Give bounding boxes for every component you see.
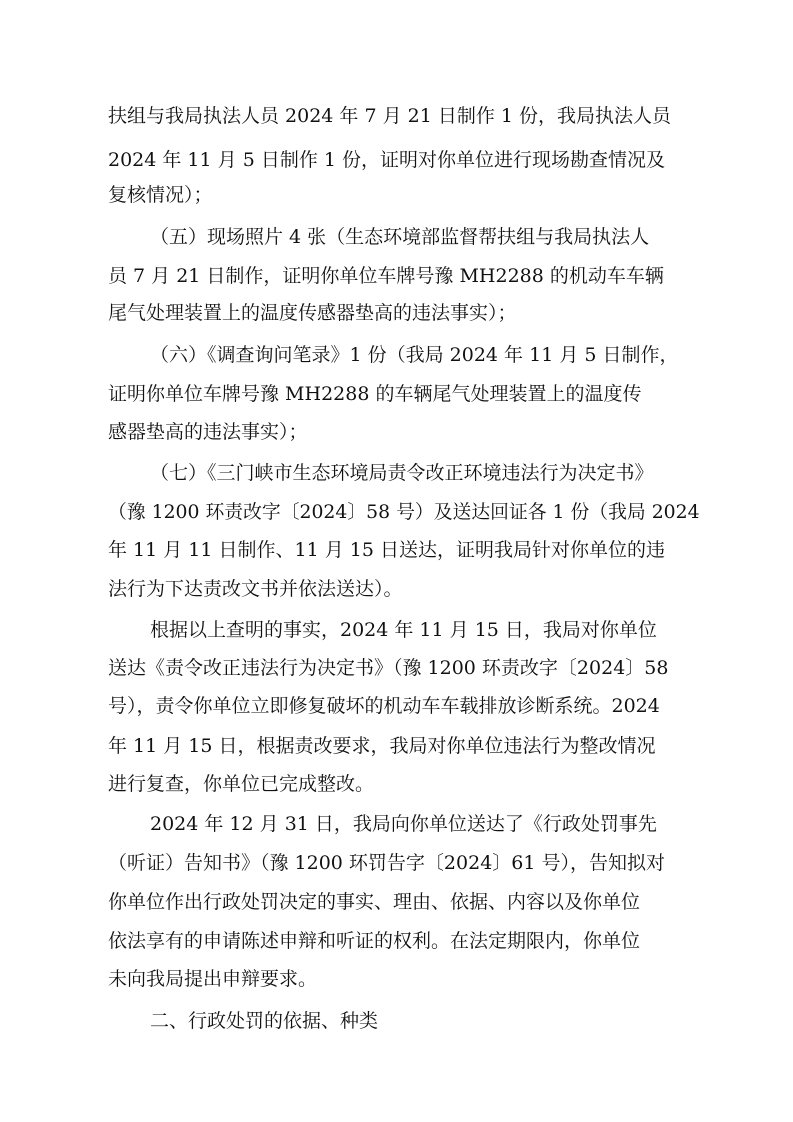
section-heading: 二、行政处罚的依据、种类 bbox=[150, 1010, 379, 1032]
text-line: 证明你单位车牌号豫 MH2288 的车辆尾气处理装置上的温度传 bbox=[108, 383, 642, 405]
text-line: 尾气处理装置上的温度传感器垫高的违法事实）； bbox=[108, 302, 517, 324]
text-line: 2024 年 12 月 31 日，我局向你单位送达了《行政处罚事先 bbox=[150, 813, 657, 835]
text-line: 送达《责令改正违法行为决定书》（豫 1200 环责改字〔2024〕58 bbox=[108, 657, 669, 679]
text-line: 复核情况）； bbox=[108, 184, 213, 206]
text-line: （五）现场照片 4 张（生态环境部监督帮扶组与我局执法人 bbox=[150, 226, 650, 248]
text-line: 依法享有的申请陈述申辩和听证的权利。在法定期限内，你单位 bbox=[108, 930, 641, 952]
text-line: 未向我局提出申辩要求。 bbox=[108, 968, 318, 990]
text-line: 员 7 月 21 日制作，证明你单位车牌号豫 MH2288 的机动车车辆 bbox=[108, 265, 664, 287]
text-line: （六）《调查询问笔录》1 份（我局 2024 年 11 月 5 日制作， bbox=[150, 344, 679, 366]
text-line: 法行为下达责改文书并依法送达）。 bbox=[108, 578, 403, 600]
text-line: 扶组与我局执法人员 2024 年 7 月 21 日制作 1 份，我局执法人员 bbox=[108, 105, 672, 127]
text-line: 根据以上查明的事实，2024 年 11 月 15 日，我局对你单位 bbox=[150, 619, 657, 641]
text-line: 感器垫高的违法事实）； bbox=[108, 421, 308, 443]
text-line: 号），责令你单位立即修复破坏的机动车车载排放诊断系统。2024 bbox=[108, 695, 660, 717]
text-line: 进行复查，你单位已完成整改。 bbox=[108, 773, 375, 795]
text-line: 2024 年 11 月 5 日制作 1 份，证明对你单位进行现场勘查情况及 bbox=[108, 149, 665, 171]
text-line: （七）《三门峡市生态环境局责令改正环境违法行为决定书》 bbox=[150, 462, 654, 484]
text-line: 你单位作出行政处罚决定的事实、理由、依据、内容以及你单位 bbox=[108, 891, 641, 913]
text-line: 年 11 月 11 日制作、11 月 15 日送达，证明我局针对你单位的违 bbox=[108, 539, 665, 561]
text-line: 年 11 月 15 日，根据责改要求，我局对你单位违法行为整改情况 bbox=[108, 735, 656, 757]
text-line: （豫 1200 环责改字〔2024〕58 号）及送达回证各 1 份（我局 2024 bbox=[108, 501, 700, 523]
text-line: （听证）告知书》（豫 1200 环罚告字〔2024〕61 号），告知拟对 bbox=[108, 852, 666, 874]
